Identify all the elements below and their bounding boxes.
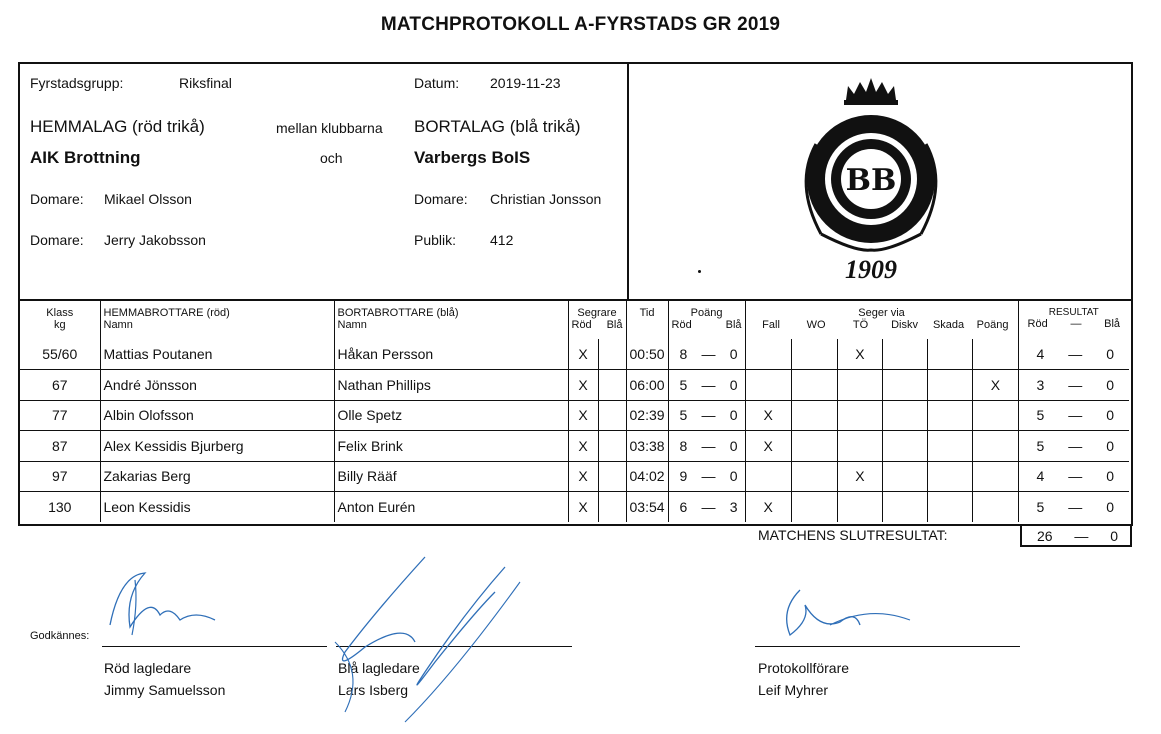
final-result-box: [1020, 524, 1132, 547]
winner-red-cell: X: [568, 431, 598, 462]
win-diskv-cell: [883, 461, 928, 492]
win-diskv-cell: [883, 431, 928, 462]
col-result: RESULTAT Röd — Blå: [1018, 301, 1129, 339]
time-cell: 06:00: [626, 370, 668, 401]
points-cell: 5 — 0: [668, 400, 745, 431]
win-to-cell: X: [837, 339, 882, 370]
red-name: Jimmy Samuelsson: [104, 682, 226, 698]
table-row: [20, 461, 1129, 492]
table-row: [20, 339, 1129, 370]
result-cell: 5 — 0: [1018, 431, 1129, 462]
win-fall-cell: X: [745, 431, 791, 462]
away-wrestler-cell: Olle Spetz: [334, 400, 568, 431]
win-points-cell: [973, 339, 1018, 370]
audience-label: Publik:: [414, 232, 457, 248]
points-cell: 6 — 3: [668, 492, 745, 523]
weight-class-cell: 97: [20, 461, 100, 492]
win-skada-cell: [928, 492, 973, 523]
win-wo-cell: [791, 339, 837, 370]
win-wo-cell: [791, 492, 837, 523]
winner-blue-cell: [598, 461, 626, 492]
signature-red-leader: [100, 565, 230, 645]
referee-label-1: Domare:: [30, 191, 84, 207]
time-cell: 04:02: [626, 461, 668, 492]
and-label: och: [320, 150, 343, 166]
final-dash: —: [1074, 528, 1089, 544]
away-wrestler-cell: Felix Brink: [334, 431, 568, 462]
win-diskv-cell: [883, 370, 928, 401]
col-winner: Segrare Röd Blå: [568, 301, 626, 339]
red-role: Röd lagledare: [104, 660, 192, 676]
group-label: Fyrstadsgrupp:: [30, 75, 124, 91]
away-wrestler-cell: Håkan Persson: [334, 339, 568, 370]
signature-blue-leader: [305, 552, 535, 732]
winner-blue-cell: [598, 370, 626, 401]
away-wrestler-cell: Nathan Phillips: [334, 370, 568, 401]
col-win-via: Seger via Fall WO TÖ Diskv Skada Poäng: [745, 301, 1018, 339]
home-team: AIK Brottning: [30, 148, 141, 167]
col-home: HEMMABROTTARE (röd) Namn: [100, 301, 334, 339]
table-row: [20, 400, 1129, 431]
win-fall-cell: X: [745, 400, 791, 431]
win-fall-cell: [745, 461, 791, 492]
time-cell: 03:38: [626, 431, 668, 462]
home-wrestler-cell: Zakarias Berg: [100, 461, 334, 492]
group-value: Riksfinal: [179, 75, 232, 91]
result-cell: 3 — 0: [1018, 370, 1129, 401]
win-wo-cell: [791, 400, 837, 431]
time-cell: 02:39: [626, 400, 668, 431]
protocol-role: Protokollförare: [758, 660, 850, 676]
points-cell: 8 — 0: [668, 339, 745, 370]
win-fall-cell: X: [745, 492, 791, 523]
result-cell: 5 — 0: [1018, 492, 1129, 523]
win-points-cell: X: [973, 370, 1018, 401]
win-to-cell: [837, 400, 882, 431]
winner-red-cell: X: [568, 400, 598, 431]
winner-blue-cell: [598, 400, 626, 431]
win-skada-cell: [928, 370, 973, 401]
win-skada-cell: [928, 400, 973, 431]
col-time: Tid: [626, 301, 668, 339]
col-class: Klass kg: [46, 307, 74, 331]
win-diskv-cell: [883, 492, 928, 523]
weight-class-cell: 87: [20, 431, 100, 462]
weight-class-cell: 55/60: [20, 339, 100, 370]
logo-divider: [627, 62, 629, 300]
weight-class-cell: 130: [48, 499, 72, 515]
table-row: [20, 492, 1129, 523]
table-row: [20, 431, 1129, 462]
winner-red-cell: X: [568, 492, 598, 523]
logo-year: 1909: [845, 255, 897, 284]
weight-class-cell: 77: [20, 400, 100, 431]
home-wrestler-cell: Alex Kessidis Bjurberg: [100, 431, 334, 462]
signature-protocol: [770, 580, 920, 650]
match-table: [20, 301, 1129, 522]
final-label: MATCHENS SLUTRESULTAT:: [758, 527, 948, 543]
win-wo-cell: [791, 370, 837, 401]
win-fall-cell: [745, 370, 791, 401]
points-cell: 8 — 0: [668, 431, 745, 462]
home-label: HEMMALAG (röd trikå): [30, 117, 205, 136]
win-to-cell: X: [837, 461, 882, 492]
winner-blue-cell: [598, 339, 626, 370]
referee-label-2: Domare:: [414, 191, 468, 207]
winner-red-cell: X: [568, 339, 598, 370]
table-row: [20, 370, 1129, 401]
time-cell: 03:54: [626, 492, 668, 523]
between-label: mellan klubbarna: [276, 120, 383, 136]
protocol-name: Leif Myhrer: [758, 682, 829, 698]
away-wrestler-cell: Anton Eurén: [334, 492, 568, 523]
win-points-cell: [973, 431, 1018, 462]
final-blue: 0: [1110, 528, 1118, 544]
blue-name: Lars Isberg: [338, 682, 409, 698]
time-cell: 00:50: [626, 339, 668, 370]
win-points-cell: [973, 400, 1018, 431]
win-to-cell: [837, 370, 882, 401]
weight-class-cell: 67: [20, 370, 100, 401]
winner-red-cell: X: [568, 370, 598, 401]
final-red: 26: [1037, 528, 1053, 544]
away-wrestler-cell: Billy Rääf: [334, 461, 568, 492]
win-points-cell: [973, 461, 1018, 492]
col-points: Poäng Röd Blå: [668, 301, 745, 339]
winner-blue-cell: [598, 492, 626, 523]
result-cell: 5 — 0: [1018, 400, 1129, 431]
blue-role: Blå lagledare: [338, 660, 420, 676]
win-wo-cell: [791, 461, 837, 492]
win-to-cell: [837, 431, 882, 462]
away-team: Varbergs BoIS: [414, 148, 531, 167]
referee-1: Mikael Olsson: [104, 191, 192, 207]
audience-value: 412: [490, 232, 514, 248]
club-logo: [776, 74, 966, 286]
referee-label-3: Domare:: [30, 232, 84, 248]
table-header-row: [20, 301, 1129, 339]
win-diskv-cell: [883, 400, 928, 431]
approve-label: Godkännes:: [30, 630, 90, 642]
win-points-cell: [973, 492, 1018, 523]
logo-monogram: BB: [845, 163, 897, 198]
page-title: MATCHPROTOKOLL A-FYRSTADS GR 2019: [380, 14, 781, 35]
referee-3: Jerry Jakobsson: [104, 232, 206, 248]
win-to-cell: [837, 492, 882, 523]
points-cell: 9 — 0: [668, 461, 745, 492]
home-wrestler-cell: Leon Kessidis: [100, 492, 334, 523]
win-skada-cell: [928, 431, 973, 462]
home-wrestler-cell: André Jönsson: [100, 370, 334, 401]
date-label: Datum:: [414, 75, 460, 91]
home-wrestler-cell: Albin Olofsson: [100, 400, 334, 431]
crown-icon: [844, 78, 898, 105]
winner-blue-cell: [598, 431, 626, 462]
win-skada-cell: [928, 339, 973, 370]
date-value: 2019-11-23: [490, 75, 561, 91]
speck: [698, 270, 701, 273]
away-label: BORTALAG (blå trikå): [414, 117, 581, 136]
referee-2: Christian Jonsson: [490, 191, 602, 207]
result-cell: 4 — 0: [1018, 461, 1129, 492]
col-away: BORTABROTTARE (blå) Namn: [334, 301, 568, 339]
sig-line-red: [102, 646, 327, 647]
win-fall-cell: [745, 339, 791, 370]
winner-red-cell: X: [568, 461, 598, 492]
win-skada-cell: [928, 461, 973, 492]
win-wo-cell: [791, 431, 837, 462]
home-wrestler-cell: Mattias Poutanen: [100, 339, 334, 370]
win-diskv-cell: [883, 339, 928, 370]
result-cell: 4 — 0: [1018, 339, 1129, 370]
points-cell: 5 — 0: [668, 370, 745, 401]
